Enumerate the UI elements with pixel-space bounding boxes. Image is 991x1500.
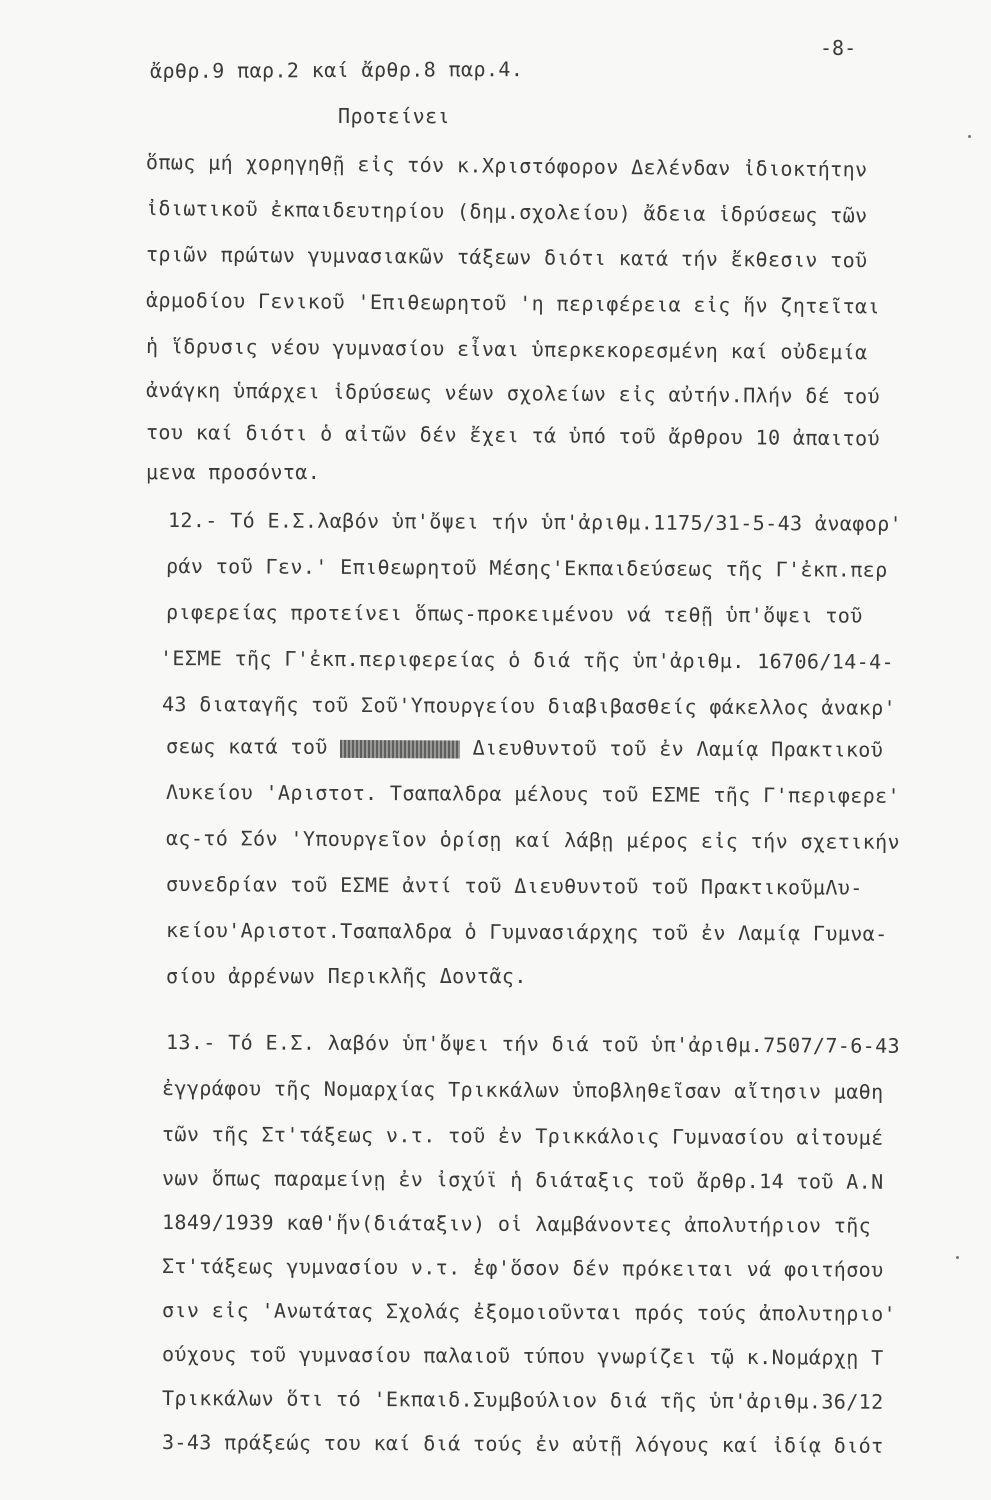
text-line: Στ'τάξεως γυμνασίου ν.τ. ἐφ'ὅσον δέν πρόκειται νά φοιτήσου	[161, 1254, 884, 1282]
margin-speck	[968, 135, 971, 138]
text-line: του καί διότι ὁ αἰτῶν δέν ἔχει τά ὑπό τοῦ ἄρθρου 10 ἀπαιτού	[145, 420, 881, 451]
margin-speck	[956, 1256, 959, 1259]
text-line: Τρικκάλων ὅτι τό 'Εκπαιδ.Συμβούλιον διά τῆς ὑπ'ἀριθμ.36/12	[161, 1386, 884, 1414]
page-number: -8-	[820, 36, 857, 60]
section-heading: Προτείνει	[338, 104, 450, 128]
text-line: νων ὅπως παραμείνῃ ἐν ἰσχύϊ ἡ διάταξις τοῦ ἄρθρ.14 τοῦ Α.Ν	[161, 1166, 884, 1194]
text-line: ἀνάγκη ὑπάρχει ἱδρύσεως νέων σχολείων εἰς αὐτήν.Πλήν δέ τού	[145, 378, 881, 409]
text-line: ἄρθρ.9 παρ.2 καί ἄρθρ.8 παρ.4.	[149, 57, 524, 83]
text-line: 12.- Τό Ε.Σ.λαβόν ὑπ'ὄψει τήν ὑπ'ἀριθμ.1175/31-5-43 ἀναφορ'	[167, 508, 903, 536]
text-line-with-overstrike	[166, 734, 883, 762]
text-line: σίου ἀρρένων Περικλῆς Δοντᾶς.	[166, 964, 527, 988]
text-line: 1849/1939 καθ'ἥν(διάταξιν) οἱ λαμβάνοντες ἀπολυτήριον τῆς	[161, 1210, 872, 1238]
text-line: ἡ ἵδρυσις νέου γυμνασίου εἶναι ὑπερκεκορεσμένη καί οὐδεμία	[145, 334, 868, 365]
text-line: κείου'Αριστοτ.Τσαπαλδρα ὁ Γυμνασιάρχης τοῦ ἐν Λαμίᾳ Γυμνα-	[165, 918, 888, 946]
text-line: ἐγγράφου τῆς Νομαρχίας Τρικκάλων ὑποβληθεῖσαν αἴτησιν μαθη	[161, 1076, 884, 1104]
text-line: 13.- Τό Ε.Σ. λαβόν ὑπ'ὄψει τήν διά τοῦ ὑπ'ἀριθμ.7507/7-6-43	[165, 1030, 901, 1058]
text-line: ριφερείας προτείνει ὅπως-προκειμένου νά τεθῇ ὑπ'ὄψει τοῦ	[165, 600, 863, 628]
text-fragment: Διευθυντοῦ τοῦ ἐν Λαμίᾳ Πρακτικοῦ	[472, 735, 884, 762]
text-line: ὅπως μή χορηγηθῇ εἰς τόν κ.Χριστόφορον Δελένδαν ἰδιοκτήτην	[145, 150, 868, 182]
text-line: τῶν τῆς Στ'τάξεως ν.τ. τοῦ ἐν Τρικκάλοις Γυμνασίου αἰτουμέ	[161, 1122, 884, 1150]
text-fragment: σεως κατά τοῦ	[165, 734, 328, 759]
text-line: 'ΕΣΜΕ τῆς Γ'ἐκπ.περιφερείας ὁ διά τῆς ὑπ'ἀριθμ. 16706/14-4-	[159, 646, 895, 674]
text-line: Λυκείου 'Αριστοτ. Τσαπαλδρα μέλους τοῦ ΕΣΜΕ τῆς Γ'περιφερε'	[165, 780, 901, 808]
text-line: ἁρμοδίου Γενικοῦ 'Επιθεωρητοῦ 'η περιφέρεια εἰς ἥν ζητεῖται	[145, 288, 881, 319]
text-line: ἰδιωτικοῦ ἐκπαιδευτηρίου (δημ.σχολείου) ἄδεια ἱδρύσεως τῶν	[145, 196, 868, 228]
text-line: σιν εἰς 'Ανωτάτας Σχολάς ἐξομοιοῦνται πρός τούς ἀπολυτηριο'	[161, 1298, 897, 1326]
text-line: 43 διαταγῆς τοῦ Σοῦ'Υπουργείου διαβιβασθείς φάκελλος ἀνακρ'	[161, 692, 897, 720]
text-line: μενα προσόντα.	[146, 460, 321, 484]
text-line: ούχους τοῦ γυμνασίου παλαιοῦ τύπου γνωρίζει τῷ κ.Νομάρχῃ Τ	[161, 1342, 884, 1370]
text-line: ας-τό Σόν 'Υπουργεῖον ὁρίσῃ καί λάβῃ μέρος εἰς τήν σχετικήν	[165, 826, 901, 854]
overstrike-mark	[340, 739, 460, 758]
text-line: 3-43 πράξεώς του καί διά τούς ἐν αὐτῇ λόγους καί ἰδίᾳ διότ	[161, 1430, 884, 1458]
text-line: ράν τοῦ Γεν.' Επιθεωρητοῦ Μέσης'Εκπαιδεύσεως τῆς Γ'ἐκπ.περ	[165, 554, 888, 582]
text-line: συνεδρίαν τοῦ ΕΣΜΕ ἀντί τοῦ Διευθυντοῦ τοῦ ΠρακτικοῦμΛυ-	[165, 872, 863, 900]
text-line: τριῶν πρώτων γυμνασιακῶν τάξεων διότι κατά τήν ἔκθεσιν τοῦ	[145, 242, 868, 273]
